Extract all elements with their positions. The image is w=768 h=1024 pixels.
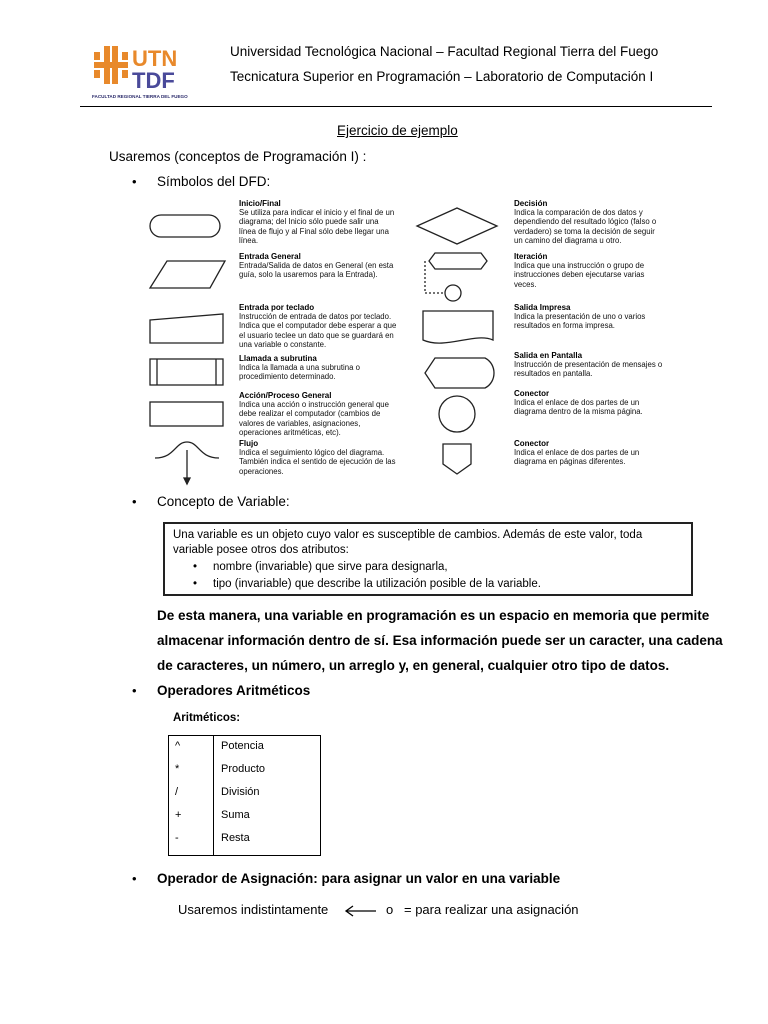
header-divider xyxy=(80,106,712,107)
operator-symbol: / xyxy=(175,786,179,798)
bullet-dot: • xyxy=(132,494,137,509)
variable-para-line1: De esta manera, una variable en programación es un espacio en memoria que permite xyxy=(157,608,710,623)
assign-line xyxy=(178,902,598,922)
assign-left-text: Usaremos indistintamente xyxy=(178,902,329,917)
page-title: Ejercicio de ejemplo xyxy=(337,123,458,138)
variable-def-item2: tipo (invariable) que describe la utilización posible de la variable. xyxy=(213,578,541,590)
svg-text:Llamada a subrutina: Llamada a subrutina xyxy=(239,354,317,363)
svg-text:Decisión: Decisión xyxy=(514,199,548,208)
bullet-dot: • xyxy=(132,871,137,886)
table-row xyxy=(169,759,320,782)
svg-text:Entrada por teclado: Entrada por teclado xyxy=(239,303,315,312)
variable-item-bullet: • xyxy=(193,561,198,573)
svg-text:Entrada General: Entrada General xyxy=(239,252,301,261)
variable-definition-box xyxy=(163,522,693,596)
print-output-shape-icon xyxy=(423,311,493,343)
symbol-desc-right-2: Indica la presentación de uno o varios resultados en forma impresa. xyxy=(514,312,646,331)
bullet-variable-label: Concepto de Variable: xyxy=(157,494,290,509)
operator-symbol: - xyxy=(175,832,179,844)
symbol-desc-left-5: Indica el seguimiento lógico del diagrama. También indica el sentido de ejecución de las operaciones. xyxy=(239,448,396,476)
logo-text-top: UTN xyxy=(132,46,178,71)
table-row xyxy=(169,828,320,851)
operator-symbol: + xyxy=(175,809,182,821)
iteration-shape-icon xyxy=(429,253,487,269)
svg-text:Acción/Proceso General: Acción/Proceso General xyxy=(239,391,332,400)
bullet-arith-label: Operadores Aritméticos xyxy=(157,683,311,698)
assign-or-text: o xyxy=(386,902,394,917)
symbol-desc-right-3: Instrucción de presentación de mensajes o resultados en pantalla. xyxy=(514,360,663,379)
symbol-desc-right-4: Indica el enlace de dos partes de un diagrama dentro de la misma página. xyxy=(514,398,643,417)
operator-name: División xyxy=(221,786,260,798)
variable-item-bullet: • xyxy=(193,578,198,590)
symbol-desc-right-5: Indica el enlace de dos partes de un diagrama en páginas diferentes. xyxy=(514,448,640,467)
svg-text:Conector: Conector xyxy=(514,439,550,448)
svg-text:Iteración: Iteración xyxy=(514,252,548,261)
variable-def-line1: Una variable es un objeto cuyo valor es susceptible de cambios. Además de este valor, toda xyxy=(173,529,643,541)
bullet-dot: • xyxy=(132,174,137,189)
dfd-symbols-figure xyxy=(145,198,665,488)
variable-def-line2: variable posee otros dos atributos: xyxy=(173,544,349,556)
variable-para-line3: de caracteres, un número, un arreglo y, en general, cualquier otro tipo de datos. xyxy=(157,658,670,673)
table-row xyxy=(169,805,320,828)
variable-para-line2: almacenar información dentro de sí. Esa información puede ser un caracter, una cadena xyxy=(157,633,723,648)
table-row xyxy=(169,736,320,759)
offpage-connector-shape-icon xyxy=(443,444,471,474)
logo-caption: FACULTAD REGIONAL TIERRA DEL FUEGO xyxy=(92,94,188,99)
svg-text:Salida en Pantalla: Salida en Pantalla xyxy=(514,351,583,360)
utn-tdf-logo xyxy=(90,42,200,104)
operator-symbol: * xyxy=(175,763,180,775)
display-output-shape-icon xyxy=(425,358,494,388)
symbol-desc-left-4: Indica una acción o instrucción general que debe realizar el computador (cambios de valores de variables, asignaciones, operaciones aritméticas, etc). xyxy=(239,400,389,437)
arith-table-label: Aritméticos: xyxy=(173,712,241,724)
operator-name: Potencia xyxy=(221,740,264,752)
svg-text:Conector: Conector xyxy=(514,389,550,398)
svg-text:Salida Impresa: Salida Impresa xyxy=(514,303,571,312)
logo-text-bottom: TDF xyxy=(132,68,175,93)
bullet-dot: • xyxy=(132,683,137,698)
decision-shape-icon xyxy=(417,208,497,244)
bullet-assign-label: Operador de Asignación: para asignar un valor en una variable xyxy=(157,871,561,886)
operator-name: Producto xyxy=(221,763,266,775)
symbol-desc-right-1: Indica que una instrucción o grupo de instrucciones deben ejecutarse varias veces. xyxy=(514,261,645,289)
intro-text: Usaremos (conceptos de Programación I) : xyxy=(109,149,367,164)
assign-right-text: = para realizar una asignación xyxy=(404,902,579,917)
symbol-desc-right-0: Indica la comparación de dos datos y dependiendo del resultado lógico (falso o verdadero) se toma la decisión de seguir un camino del diagrama u otro. xyxy=(514,208,657,245)
process-shape-icon xyxy=(150,402,223,426)
symbol-desc-left-0: Se utiliza para indicar el inicio y el final de un diagrama; del Inicio sólo puede salir una línea de flujo y al Final sólo debe llegar una línea. xyxy=(239,208,395,245)
symbol-desc-left-3: Indica la llamada a una subrutina o procedimiento determinado. xyxy=(239,363,360,382)
variable-def-item1: nombre (invariable) que sirve para designarla, xyxy=(213,561,448,573)
header-institution: Universidad Tecnológica Nacional – Facultad Regional Tierra del Fuego xyxy=(230,44,659,59)
operator-name: Resta xyxy=(221,832,250,844)
arith-operators-table xyxy=(168,735,321,856)
manual-input-shape-icon xyxy=(150,314,223,343)
header-course: Tecnicatura Superior en Programación – Laboratorio de Computación I xyxy=(230,69,654,84)
connector-shape-icon xyxy=(439,396,475,432)
logo-emblem-icon xyxy=(90,42,200,104)
table-row xyxy=(169,782,320,805)
symbol-desc-left-2: Instrucción de entrada de datos por teclado. Indica que el computador debe esperar a que el usuario teclee un dato que se guardará en una variable o constante. xyxy=(239,312,397,349)
parallelogram-shape-icon xyxy=(150,261,225,288)
terminal-shape-icon xyxy=(150,215,220,237)
operator-name: Suma xyxy=(221,809,250,821)
operator-symbol: ^ xyxy=(175,740,181,752)
subroutine-shape-icon xyxy=(150,359,223,385)
svg-text:Inicio/Final: Inicio/Final xyxy=(239,199,281,208)
svg-text:Flujo: Flujo xyxy=(239,439,259,448)
left-arrow-icon xyxy=(343,904,377,921)
bullet-symbols-label: Símbolos del DFD: xyxy=(157,174,271,189)
symbol-desc-left-1: Entrada/Salida de datos en General (en esta guía, solo la usaremos para la Entrada). xyxy=(239,261,394,280)
